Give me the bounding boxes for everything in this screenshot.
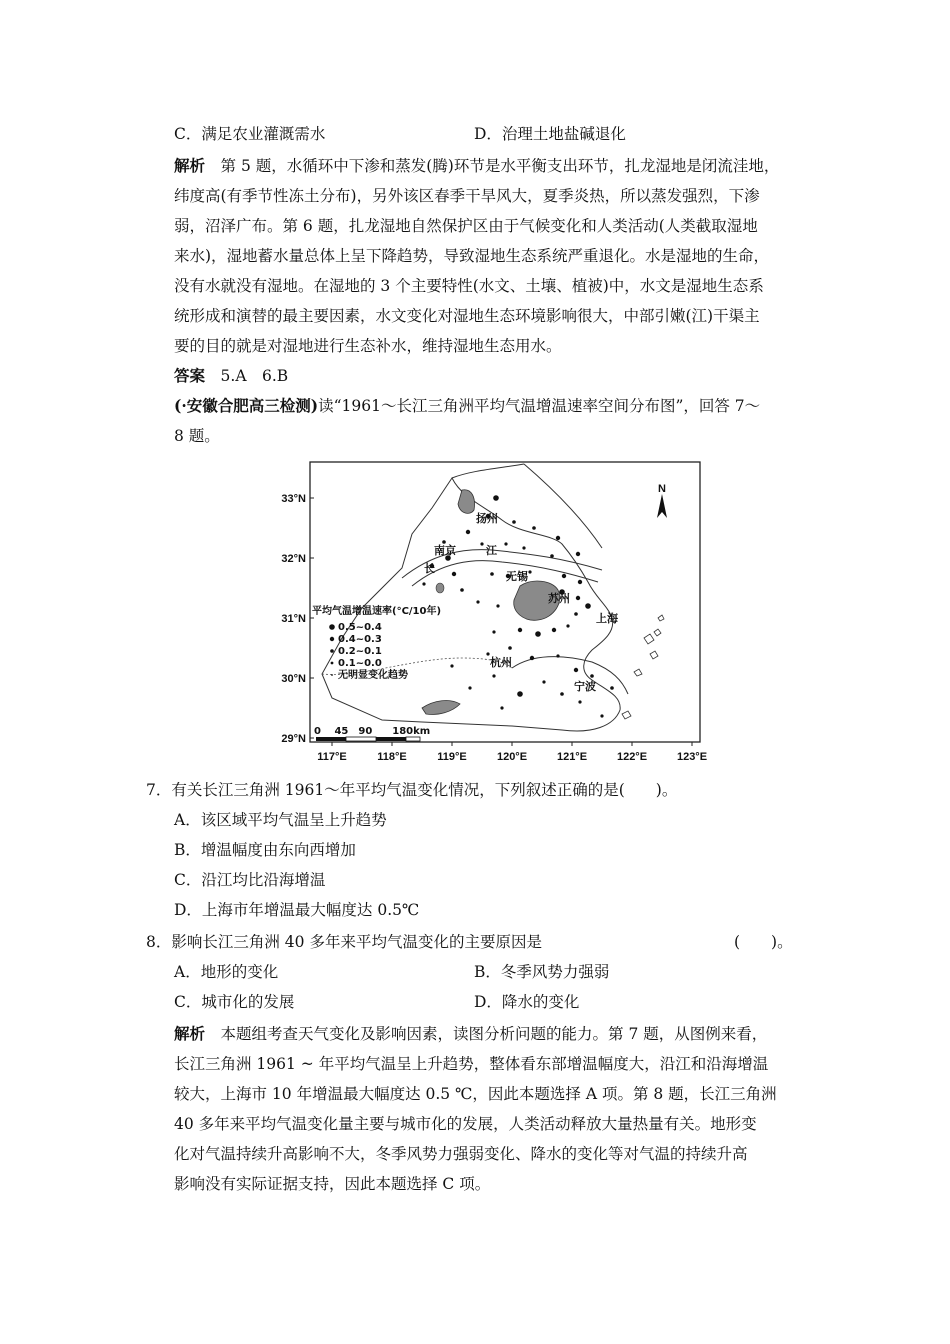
place-suzhou: 苏州 (548, 592, 570, 605)
lon-label: 123°E (676, 751, 708, 763)
analysis-1-line-2: 弱，沼泽广布。第 6 题，扎龙湿地自然保护区由于气候变化和人类活动(人类截取湿地 (174, 217, 758, 235)
legend-title: 平均气温增温速率(°C/10年) (312, 606, 442, 617)
station-dot (578, 580, 582, 584)
analysis-1-line-0 (174, 156, 779, 176)
station-dot (500, 706, 503, 709)
station-dot (542, 680, 545, 683)
lon-label: 122°E (616, 751, 648, 763)
analysis-label: 解析 (174, 156, 206, 175)
answer-text: 5.A 6.B (220, 367, 289, 385)
station-dot (496, 604, 499, 607)
place-shanghai: 上海 (596, 612, 618, 625)
station-dot (574, 668, 578, 672)
station-dot (518, 628, 522, 632)
analysis-2-text: 本题组考查天气变化及影响因素，读图分析问题的能力。第 7 题，从图例来看， (220, 1025, 768, 1043)
legend-item: 0.4~0.3 (338, 634, 382, 645)
north-label: N (658, 483, 666, 495)
station-dot (466, 530, 470, 534)
question-intro-text: 读“1961～长江三角洲平均气温增温速率空间分布图”，回答 7～ (318, 397, 761, 415)
question-intro (174, 396, 760, 416)
station-dot (330, 649, 334, 653)
station-dot (574, 612, 578, 616)
place-nanjing: 南京 (434, 544, 456, 557)
scale-label: 0 45 90 180km (314, 726, 431, 737)
station-dot (528, 570, 531, 573)
station-dot (585, 603, 591, 609)
lat-label: 33°N (281, 493, 306, 505)
legend-item: 0.2~0.1 (338, 646, 382, 657)
station-dot (610, 686, 614, 690)
station-dot (550, 554, 554, 558)
question-8-option-d: D．降水的变化 (474, 993, 580, 1011)
station-dot (460, 588, 464, 592)
question-source: (·安徽合肥高三检测) (174, 396, 319, 415)
analysis-2-label: 解析 (174, 1024, 206, 1043)
question-8-stem: 8．影响长江三角洲 40 多年来平均气温变化的主要原因是 (146, 933, 542, 951)
question-8-option-b: B．冬季风势力强弱 (474, 963, 610, 981)
analysis-1-line-3: 来水)，湿地蓄水量总体上呈下降趋势，导致湿地生态系统严重退化。水是湿地的生命， (174, 247, 770, 265)
place-yangzhou: 扬州 (476, 512, 498, 525)
place-jiang: 江 (486, 544, 497, 557)
yangtze-delta-temperature-map (262, 458, 712, 770)
station-dot (492, 630, 495, 633)
analysis-1-line-1: 纬度高(有季节性冻土分布)，另外该区春季干旱风大，夏季炎热，所以蒸发强烈，下渗 (174, 187, 760, 205)
station-dot (556, 654, 559, 657)
station-dot (452, 572, 456, 576)
analysis-text: 第 5 题，水循环中下渗和蒸发(腾)环节是水平衡支出环节，扎龙湿地是闭流洼地， (220, 157, 780, 175)
station-dot (517, 691, 523, 697)
station-dot (422, 582, 425, 585)
legend-item: 0.5~0.4 (338, 622, 382, 633)
lat-label: 30°N (281, 673, 306, 685)
station-dot (530, 656, 534, 660)
lon-label: 120°E (496, 751, 528, 763)
station-dot (468, 686, 471, 689)
answer-1 (174, 366, 288, 386)
latitude-axis (281, 493, 314, 745)
station-dot (490, 572, 494, 576)
station-dot (493, 495, 499, 501)
analysis-2-line-3: 40 多年来平均气温变化量主要与城市化的发展，人类活动释放大量热量有关。地形变 (174, 1115, 757, 1133)
station-dot (480, 542, 483, 545)
question-8-bracket: ( )。 (734, 933, 793, 951)
analysis-2-line-5: 影响没有实际证据支持，因此本题选择 C 项。 (174, 1175, 491, 1193)
station-dot (331, 662, 334, 665)
station-dot (512, 520, 516, 524)
legend-item: 无明显变化趋势 (338, 670, 408, 681)
analysis-2-line-2: 较大，上海市 10 年增温最大幅度达 0.5 ℃，因此本题选择 A 项。第 8 题，长江三角洲 (174, 1085, 777, 1103)
lon-label: 121°E (556, 751, 588, 763)
lon-label: 117°E (317, 751, 347, 763)
station-dot (450, 664, 453, 667)
station-dot (508, 646, 512, 650)
station-dot (535, 631, 541, 637)
option-d-prev: D．治理土地盐碱退化 (474, 125, 626, 143)
place-ningbo: 宁波 (574, 680, 596, 693)
lat-label: 31°N (281, 613, 306, 625)
station-dot (330, 637, 334, 641)
station-dot (560, 692, 564, 696)
question-8-option-c: C．城市化的发展 (174, 993, 295, 1011)
station-dot (492, 674, 495, 677)
station-dot (556, 536, 560, 540)
analysis-2-line-4: 化对气温持续升高影响不大，冬季风势力强弱变化、降水的变化等对气温的持续升高 (174, 1145, 748, 1163)
station-dot (329, 624, 335, 630)
station-dot (522, 546, 525, 549)
analysis-2-line-1: 长江三角洲 1961 ~ 年平均气温呈上升趋势，整体看东部增温幅度大，沿江和沿海增温 (174, 1055, 769, 1073)
lat-label: 29°N (281, 733, 306, 745)
station-dot (504, 542, 507, 545)
station-dot (576, 596, 580, 600)
option-c-prev: C．满足农业灌溉需水 (174, 125, 326, 143)
analysis-1-line-4: 没有水就没有湿地。在湿地的 3 个主要特性(水文、土壤、植被)中，水文是湿地生态系 (174, 277, 764, 295)
station-dot (566, 624, 569, 627)
longitude-axis (317, 742, 707, 763)
station-dot (331, 674, 333, 676)
question-7-option-a: A．该区域平均气温呈上升趋势 (174, 811, 387, 829)
lon-label: 119°E (437, 751, 467, 763)
station-dot (576, 552, 580, 556)
question-7-stem: 7．有关长江三角洲 1961～年平均气温变化情况，下列叙述正确的是( )。 (146, 781, 678, 799)
question-intro-line-2: 8 题。 (174, 427, 220, 445)
station-dot (552, 628, 556, 632)
analysis-2-line-0 (174, 1024, 767, 1044)
question-8-option-a: A．地形的变化 (174, 963, 279, 981)
analysis-1-line-6: 要的目的就是对湿地进行生态补水，维持湿地生态用水。 (174, 337, 562, 355)
place-hangzhou: 杭州 (490, 656, 512, 669)
station-dot (532, 526, 536, 530)
question-7-option-b: B．增温幅度由东向西增加 (174, 841, 356, 859)
place-chang: 长 (424, 562, 435, 575)
place-wuxi: 无锡 (506, 570, 528, 583)
lon-label: 118°E (377, 751, 407, 763)
lat-label: 32°N (281, 553, 306, 565)
analysis-1-line-5: 统形成和演替的最主要因素，水文变化对湿地生态环境影响很大，中部引嫩(江)干渠主 (174, 307, 760, 325)
question-7-option-c: C．沿江均比沿海增温 (174, 871, 326, 889)
answer-label: 答案 (174, 366, 206, 385)
legend-item: 0.1~0.0 (338, 658, 382, 669)
station-dot (476, 600, 479, 603)
station-dot (578, 700, 581, 703)
scale-bar (314, 726, 430, 741)
station-dot (590, 674, 594, 678)
question-7-option-d: D．上海市年增温最大幅度达 0.5℃ (174, 901, 420, 919)
station-dot (600, 714, 603, 717)
station-dot (562, 574, 566, 578)
small-lake (436, 583, 444, 593)
